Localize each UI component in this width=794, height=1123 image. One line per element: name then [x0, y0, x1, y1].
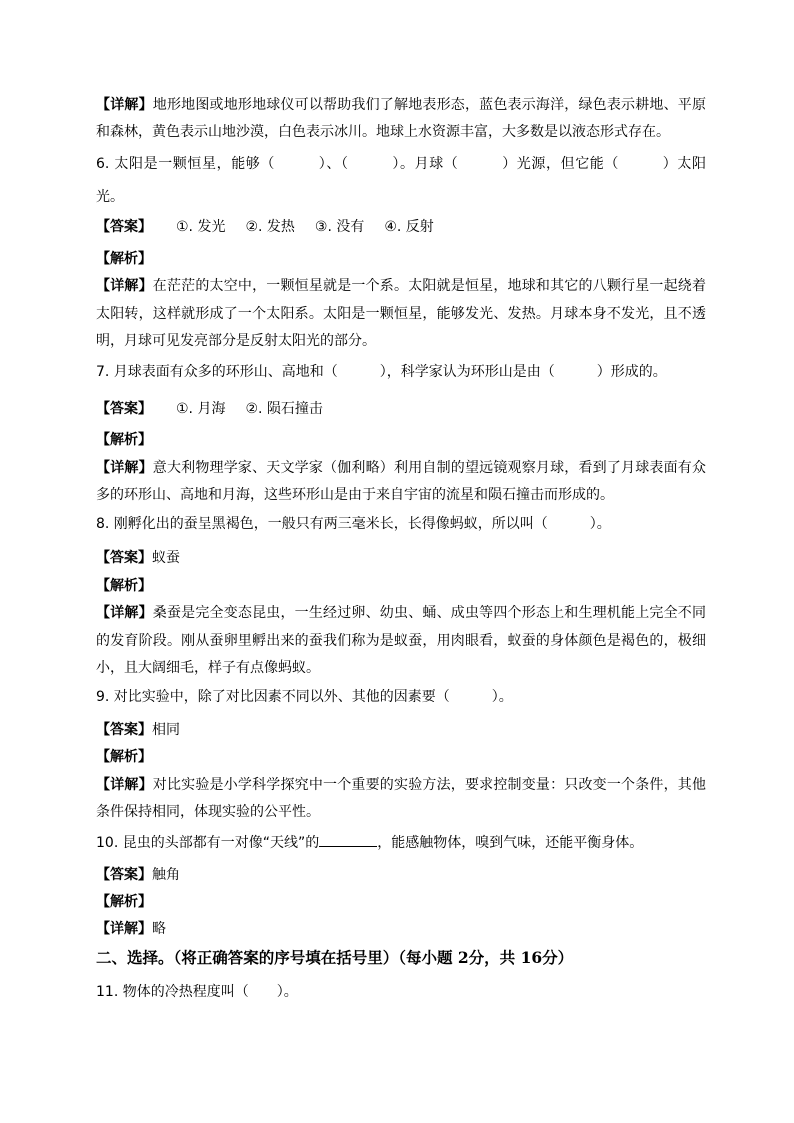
- answer-tag: 【答案】: [96, 722, 152, 738]
- q6-detail-line-3: 明，月球可见发亮部分是反射太阳光的部分。: [96, 333, 376, 349]
- q9-detail-line-2: 条件保持相同，体现实验的公平性。: [96, 804, 320, 820]
- q7-answer-1: ①. 月海: [176, 401, 226, 417]
- q9-answer: [96, 720, 706, 740]
- q9-analysis-tag: 【解析】: [96, 749, 152, 765]
- detail-tag: 【详解】: [96, 921, 152, 937]
- question-8: 8. 刚孵化出的蚕呈黑褐色，一般只有两三毫米长，长得像蚂蚁，所以叫（ ）。: [96, 516, 611, 532]
- question-6: 6. 太阳是一颗恒星，能够（ ）、（ ）。月球（ ）光源，但它能（ ）太阳: [96, 156, 706, 172]
- q10-analysis-tag: 【解析】: [96, 894, 152, 910]
- q6-analysis-tag: 【解析】: [96, 251, 152, 267]
- answer-tag: 【答案】: [96, 867, 152, 883]
- detail-tag: 【详解】: [96, 777, 153, 793]
- detail-tag: 【详解】: [96, 460, 153, 476]
- q6-answer-1: ①. 发光: [176, 219, 226, 235]
- question-9: 9. 对比实验中，除了对比因素不同以外、其他的因素要（ ）。: [96, 689, 513, 705]
- fill-blank: [319, 832, 377, 847]
- question-6-line-2: 光。: [96, 189, 124, 205]
- q10-answer-value: 触角: [152, 867, 180, 883]
- answer-tag: 【答案】: [96, 550, 152, 566]
- q8-detail-line-2: 的发育阶段。刚从蚕卵里孵出来的蚕我们称为是蚁蚕，用肉眼看，蚁蚕的身体颜色是褐色的，极细: [96, 633, 706, 649]
- question-11: 11. 物体的冷热程度叫（ ）。: [96, 984, 298, 1000]
- q5-detail-line-2: 和森林，黄色表示山地沙漠，白色表示冰川。地球上水资源丰富，大多数是以液态形式存在。: [96, 124, 670, 140]
- q7-analysis-tag: 【解析】: [96, 432, 152, 448]
- detail-tag: 【详解】: [96, 605, 153, 621]
- q9-answer-value: 相同: [152, 722, 180, 738]
- q10-detail: 【详解】略: [96, 921, 166, 937]
- q8-answer: [96, 548, 706, 568]
- q7-detail-line-2: 多的环形山、高地和月海，这些环形山是由于来自宇宙的流星和陨石撞击而形成的。: [96, 487, 614, 503]
- q6-detail-line-2: 太阳转，这样就形成了一个太阳系。太阳是一颗恒星，能够发光、发热。月球本身不发光，且不透: [96, 306, 706, 322]
- q8-detail-line-3: 小，且大阔细毛，样子有点像蚂蚁。: [96, 660, 320, 676]
- q8-analysis-tag: 【解析】: [96, 578, 152, 594]
- q6-answer-2: ②. 发热: [245, 219, 295, 235]
- q5-detail-line-1: 【详解】地形地图或地形地球仪可以帮助我们了解地表形态，蓝色表示海洋，绿色表示耕地、平原: [96, 97, 706, 113]
- q6-answer-4: ④. 反射: [384, 219, 434, 235]
- q6-answer: [96, 217, 706, 237]
- q6-detail-line-1: 【详解】在茫茫的太空中，一颗恒星就是一个系。太阳就是恒星，地球和其它的八颗行星一起绕着: [96, 278, 706, 294]
- answer-tag: 【答案】: [96, 219, 152, 235]
- q8-answer-value: 蚁蚕: [152, 550, 180, 566]
- q7-answer: [96, 399, 706, 419]
- answer-tag: 【答案】: [96, 401, 152, 417]
- question-10: 10. 昆虫的头部都有一对像“天线”的 ，能感触物体，嗅到气味，还能平衡身体。: [96, 832, 706, 853]
- section-title: 二、选择。（将正确答案的序号填在括号里）（每小题 2分，共 16分）: [96, 948, 574, 967]
- q8-detail-line-1: 【详解】桑蚕是完全变态昆虫，一生经过卵、幼虫、蛹、成虫等四个形态上和生理机能上完全不同: [96, 605, 706, 621]
- q10-answer: [96, 865, 706, 885]
- question-7: 7. 月球表面有众多的环形山、高地和（ ），科学家认为环形山是由（ ）形成的。: [96, 364, 667, 380]
- q9-detail-line-1: 【详解】对比实验是小学科学探究中一个重要的实验方法，要求控制变量：只改变一个条件，其他: [96, 777, 706, 793]
- detail-tag: 【详解】: [96, 278, 153, 294]
- q7-detail-line-1: 【详解】意大利物理学家、天文学家（伽利略）利用自制的望远镜观察月球，看到了月球表面有众: [96, 460, 706, 476]
- q7-answer-2: ②. 陨石撞击: [245, 401, 323, 417]
- detail-tag: 【详解】: [96, 97, 153, 113]
- q6-answer-3: ③. 没有: [314, 219, 365, 235]
